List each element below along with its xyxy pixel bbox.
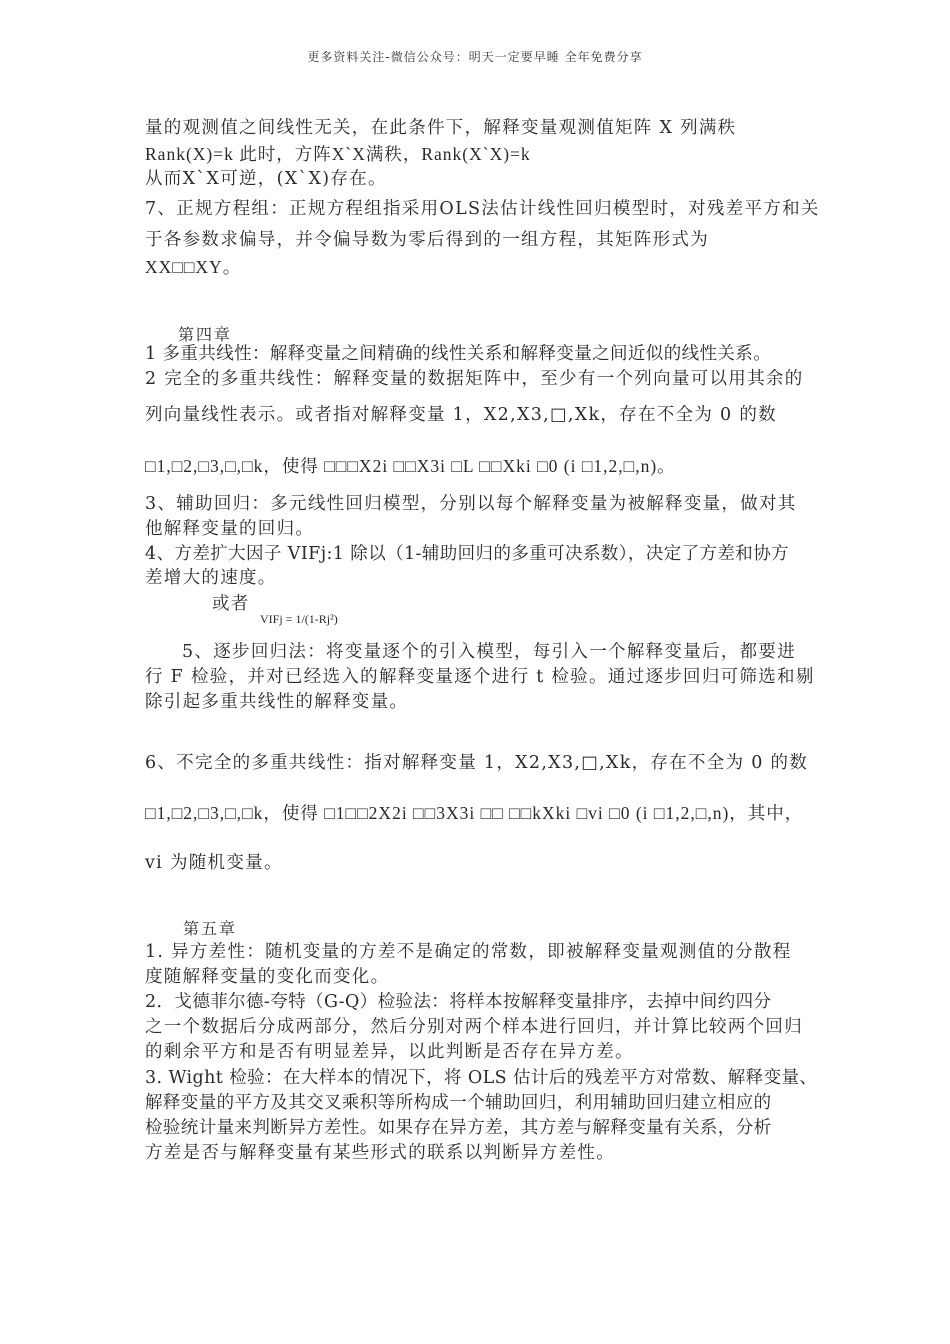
text-line: 行 F 检验，并对已经选入的解释变量逐个进行 t 检验。通过逐步回归可筛选和剔 xyxy=(145,667,815,687)
text-line: 列向量线性表示。或者指对解释变量 1，X2,X3,□,Xk，存在不全为 0 的数 xyxy=(145,405,777,425)
text-line: 1 多重共线性：解释变量之间精确的线性关系和解释变量之间近似的线性关系。 xyxy=(145,344,772,364)
text-line: 3. Wight 检验：在大样本的情况下，将 OLS 估计后的残差平方对常数、解释变量、 xyxy=(145,1068,818,1088)
text-line: 之一个数据后分成两部分，然后分别对两个样本进行回归，并计算比较两个回归 xyxy=(145,1017,803,1037)
text-line: 量的观测值之间线性无关，在此条件下，解释变量观测值矩阵 X 列满秩 xyxy=(145,118,737,138)
text-line: 的剩余平方和是否有明显差异，以此判断是否存在异方差。 xyxy=(145,1042,634,1062)
formula-line: □1,□2,□3,□,□k，使得 □1□□2X2i □□3X3i □□ □□kXki □vi □0 (i □1,2,□,n)，其中， xyxy=(145,803,804,823)
text-line: 于各参数求偏导，并令偏导数为零后得到的一组方程，其矩阵形式为 xyxy=(145,230,709,250)
text-line: 6、不完全的多重共线性：指对解释变量 1，X2,X3,□,Xk，存在不全为 0 的数 xyxy=(145,753,809,773)
chapter-title: 第四章 xyxy=(178,325,233,344)
text-line: 7、正规方程组：正规方程组指采用OLS法估计线性回归模型时，对残差平方和关 xyxy=(145,199,820,219)
formula-line: XX□□XY。 xyxy=(145,257,242,277)
text-line: 他解释变量的回归。 xyxy=(145,519,315,539)
text-line: vi 为随机变量。 xyxy=(145,853,283,873)
vif-formula: VIFj = 1/(1-Rj²) xyxy=(260,612,338,626)
chapter-title: 第五章 xyxy=(183,919,238,938)
page-header: 更多资料关注-微信公众号：明天一定要早睡 全年免费分享 xyxy=(307,50,643,64)
text-line: 检验统计量来判断异方差性。如果存在异方差，其方差与解释变量有关系，分析 xyxy=(145,1118,772,1138)
text-line: 解释变量的平方及其交叉乘积等所构成一个辅助回归，利用辅助回归建立相应的 xyxy=(145,1093,772,1113)
text-line: 2．戈德菲尔德-夸特（G-Q）检验法：将样本按解释变量排序，去掉中间约四分 xyxy=(145,992,772,1012)
text-line: 5、逐步回归法：将变量逐个的引入模型，每引入一个解释变量后，都要进 xyxy=(182,642,797,662)
formula-line: □1,□2,□3,□,□k，使得 □□□X2i □□X3i □L □□Xki □0 (i □1,2,□,n)。 xyxy=(145,456,676,476)
text-line: 4、方差扩大因子 VIFj:1 除以（1-辅助回归的多重可决系数），决定了方差和协方 xyxy=(145,544,790,564)
text-line: 除引起多重共线性的解释变量。 xyxy=(145,692,409,712)
text-line: 3、辅助回归：多元线性回归模型，分别以每个解释变量为被解释变量，做对其 xyxy=(145,494,797,514)
text-line: 差增大的速度。 xyxy=(145,568,277,588)
text-line: 或者 xyxy=(212,594,250,614)
text-line: 2 完全的多重共线性：解释变量的数据矩阵中，至少有一个列向量可以用其余的 xyxy=(145,369,804,389)
text-line: 方差是否与解释变量有某些形式的联系以判断异方差性。 xyxy=(145,1143,615,1163)
text-line: Rank(X)=k 此时，方阵X`X满秩，Rank(X`X)=k xyxy=(145,144,531,164)
text-line: 度随解释变量的变化而变化。 xyxy=(145,967,390,987)
text-line: 1. 异方差性：随机变量的方差不是确定的常数，即被解释变量观测值的分散程 xyxy=(145,942,792,962)
text-line: 从而X`X可逆，(X`X)存在。 xyxy=(145,169,387,189)
